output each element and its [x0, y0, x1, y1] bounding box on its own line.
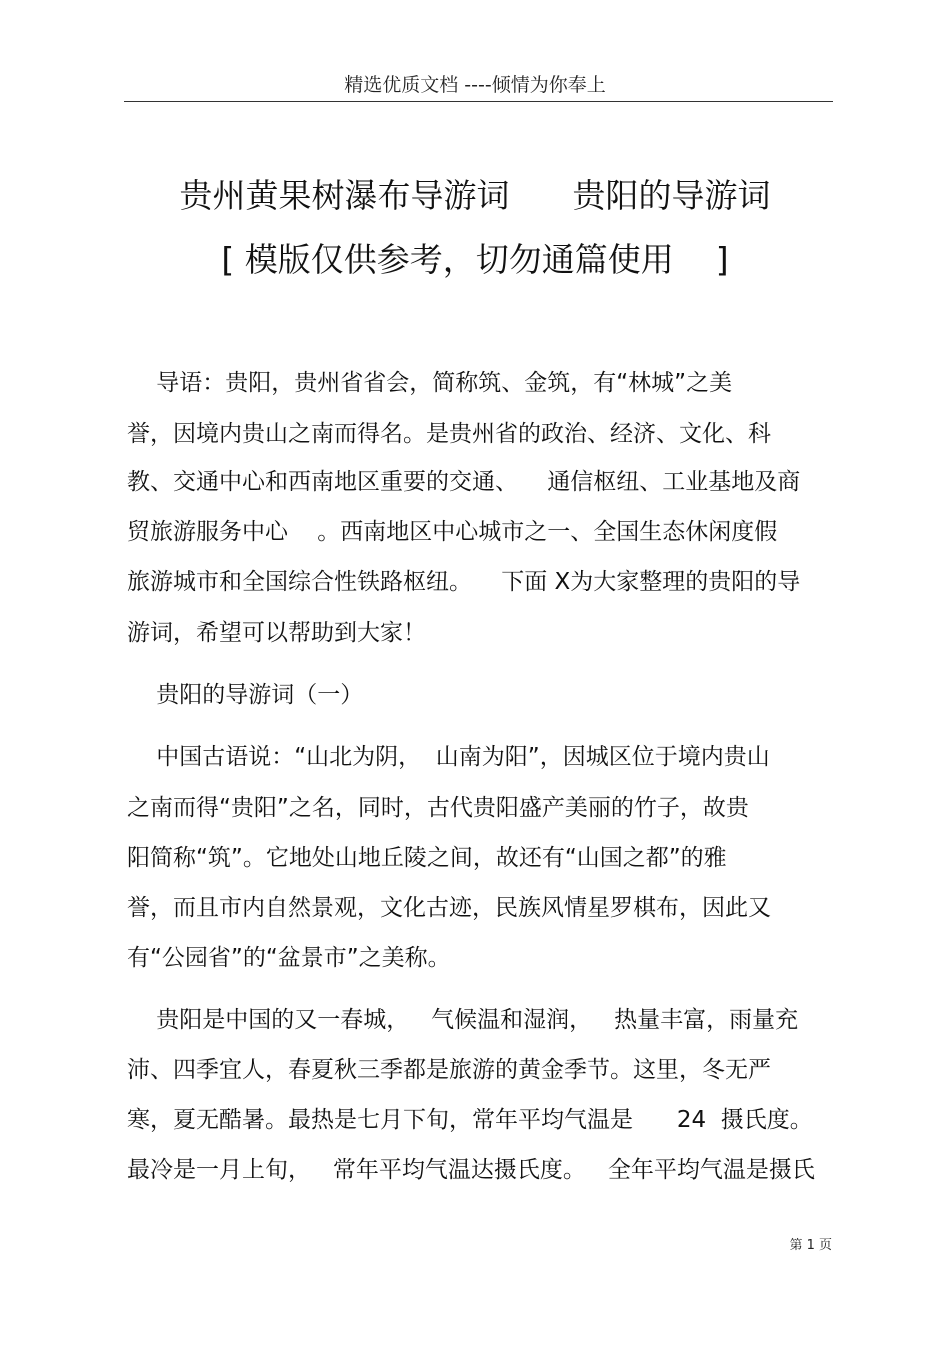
header-divider	[124, 101, 833, 102]
page-header: 精选优质文档 ----倾情为你奉上	[344, 74, 606, 96]
body-line: 阳简称“筑”。它地处山地丘陵之间，故还有“山国之都”的雅	[127, 845, 727, 871]
body-line: 教、交通中心和西南地区重要的交通、 通信枢纽、工业基地及商	[127, 469, 801, 495]
body-line: 沛、四季宜人，春夏秋三季都是旅游的黄金季节。这里，冬无严	[127, 1057, 771, 1083]
page-number: 第 1 页	[789, 1238, 832, 1253]
body-line: 誉，而且市内自然景观，文化古迹，民族风情星罗棋布，因此又	[127, 895, 771, 921]
section-heading: 贵阳的导游词（一）	[127, 682, 364, 708]
body-line: 誉，因境内贵山之南而得名。是贵州省的政治、经济、文化、科	[127, 421, 771, 447]
body-line: 旅游城市和全国综合性铁路枢纽。 下面 X为大家整理的贵阳的导	[127, 569, 801, 595]
body-line: 最冷是一月上旬， 常年平均气温达摄氏度。 全年平均气温是摄氏	[127, 1157, 815, 1183]
body-line: 有“公园省”的“盆景市”之美称。	[127, 945, 451, 971]
document-subtitle: [ 模版仅供参考，切勿通篇使用 ]	[221, 240, 729, 279]
body-line: 寒，夏无酷暑。最热是七月下旬，常年平均气温是 24 摄氏度。	[127, 1107, 813, 1133]
body-line: 导语：贵阳，贵州省省会，简称筑、金筑，有“林城”之美	[127, 370, 733, 396]
body-line: 游词，希望可以帮助到大家！	[127, 620, 426, 646]
body-line: 之南而得“贵阳”之名，同时，古代贵阳盛产美丽的竹子，故贵	[127, 795, 749, 821]
body-line: 贵阳是中国的又一春城， 气候温和湿润， 热量丰富，雨量充	[127, 1007, 799, 1033]
body-line: 贸旅游服务中心 。西南地区中心城市之一、全国生态休闲度假	[127, 519, 778, 545]
body-line: 中国古语说：“山北为阴， 山南为阳”，因城区位于境内贵山	[127, 744, 770, 770]
document-title: 贵州黄果树瀑布导游词 贵阳的导游词	[179, 176, 771, 215]
